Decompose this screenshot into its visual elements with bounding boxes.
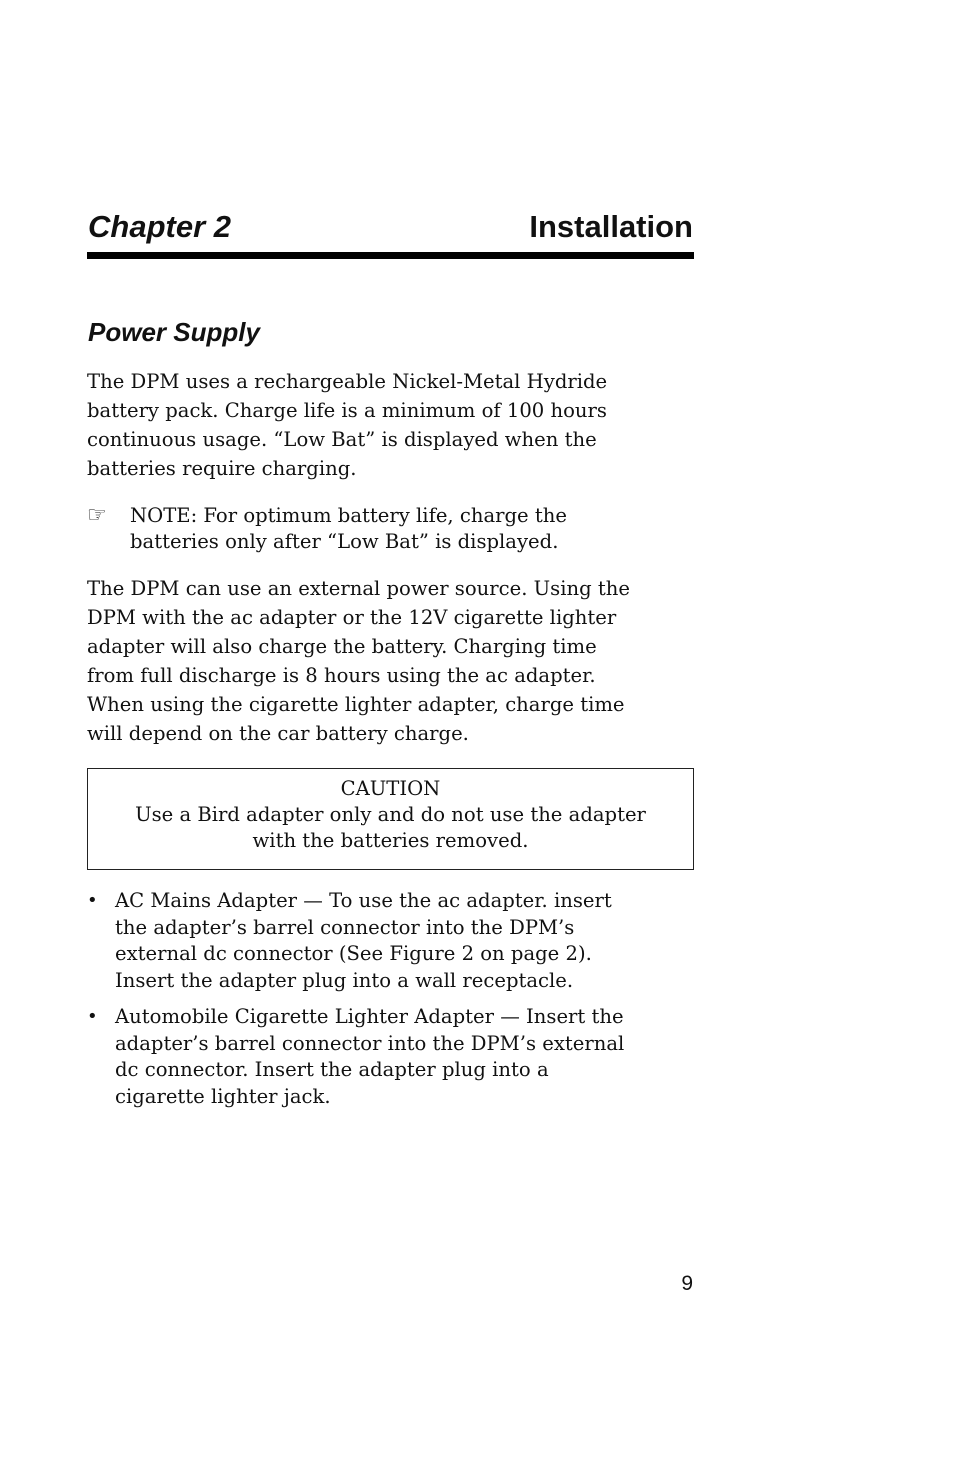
chapter-label: Chapter 2 — [88, 209, 231, 244]
section-title: Power Supply — [88, 317, 260, 347]
list-item-ac-adapter — [87, 888, 694, 994]
paragraph-line: continuous usage. “Low Bat” is displayed when the — [87, 428, 597, 451]
list-item-line: Automobile Cigarette Lighter Adapter — Insert the — [115, 1005, 624, 1028]
note-text — [130, 503, 567, 555]
paragraph-line: The DPM can use an external power source. Using the — [87, 577, 630, 600]
header-rule — [87, 252, 694, 259]
caution-line: Use a Bird adapter only and do not use the adapter — [135, 803, 646, 826]
paragraph-line: battery pack. Charge life is a minimum of 100 hours — [87, 399, 607, 422]
paragraph-line: adapter will also charge the battery. Charging time — [87, 635, 597, 658]
paragraph-line: The DPM uses a rechargeable Nickel-Metal Hydride — [87, 370, 608, 393]
page-number: 9 — [681, 1272, 693, 1295]
chapter-title: Installation — [529, 209, 693, 244]
list-item-car-adapter — [87, 1004, 694, 1110]
paragraph-line: batteries require charging. — [87, 457, 357, 480]
caution-line: with the batteries removed. — [252, 829, 529, 852]
note-line: batteries only after “Low Bat” is displayed. — [130, 530, 559, 553]
paragraph-line: from full discharge is 8 hours using the ac adapter. — [87, 664, 596, 687]
bullet-marker: • — [87, 1006, 98, 1027]
list-item-line: external dc connector (See Figure 2 on page 2). — [115, 942, 592, 965]
paragraph-line: When using the cigarette lighter adapter, charge time — [87, 693, 625, 716]
paragraph-external-power — [87, 574, 694, 748]
bullet-marker: • — [87, 890, 98, 911]
paragraph-battery — [87, 367, 694, 483]
paragraph-line: DPM with the ac adapter or the 12V cigarette lighter — [87, 606, 617, 629]
list-item-text — [115, 1004, 694, 1110]
list-item-line: Insert the adapter plug into a wall receptacle. — [115, 968, 574, 992]
list-item-line: AC Mains Adapter — To use the ac adapter. insert — [115, 889, 612, 912]
list-item-text — [115, 888, 694, 994]
pointing-hand-icon: ☞ — [87, 503, 107, 528]
chapter-header — [87, 205, 694, 261]
paragraph-line: will depend on the car battery charge. — [87, 722, 469, 745]
list-item-line: the adapter’s barrel connector into the DPM’s — [115, 915, 575, 939]
list-item-line: adapter’s barrel connector into the DPM’s external — [115, 1031, 625, 1055]
list-item-line: cigarette lighter jack. — [115, 1084, 331, 1108]
caution-box — [87, 768, 694, 870]
list-item-line: dc connector. Insert the adapter plug into a — [115, 1058, 549, 1081]
note-line: NOTE: For optimum battery life, charge the — [130, 504, 567, 527]
adapter-list — [87, 888, 694, 1120]
caution-title: CAUTION — [340, 777, 441, 800]
